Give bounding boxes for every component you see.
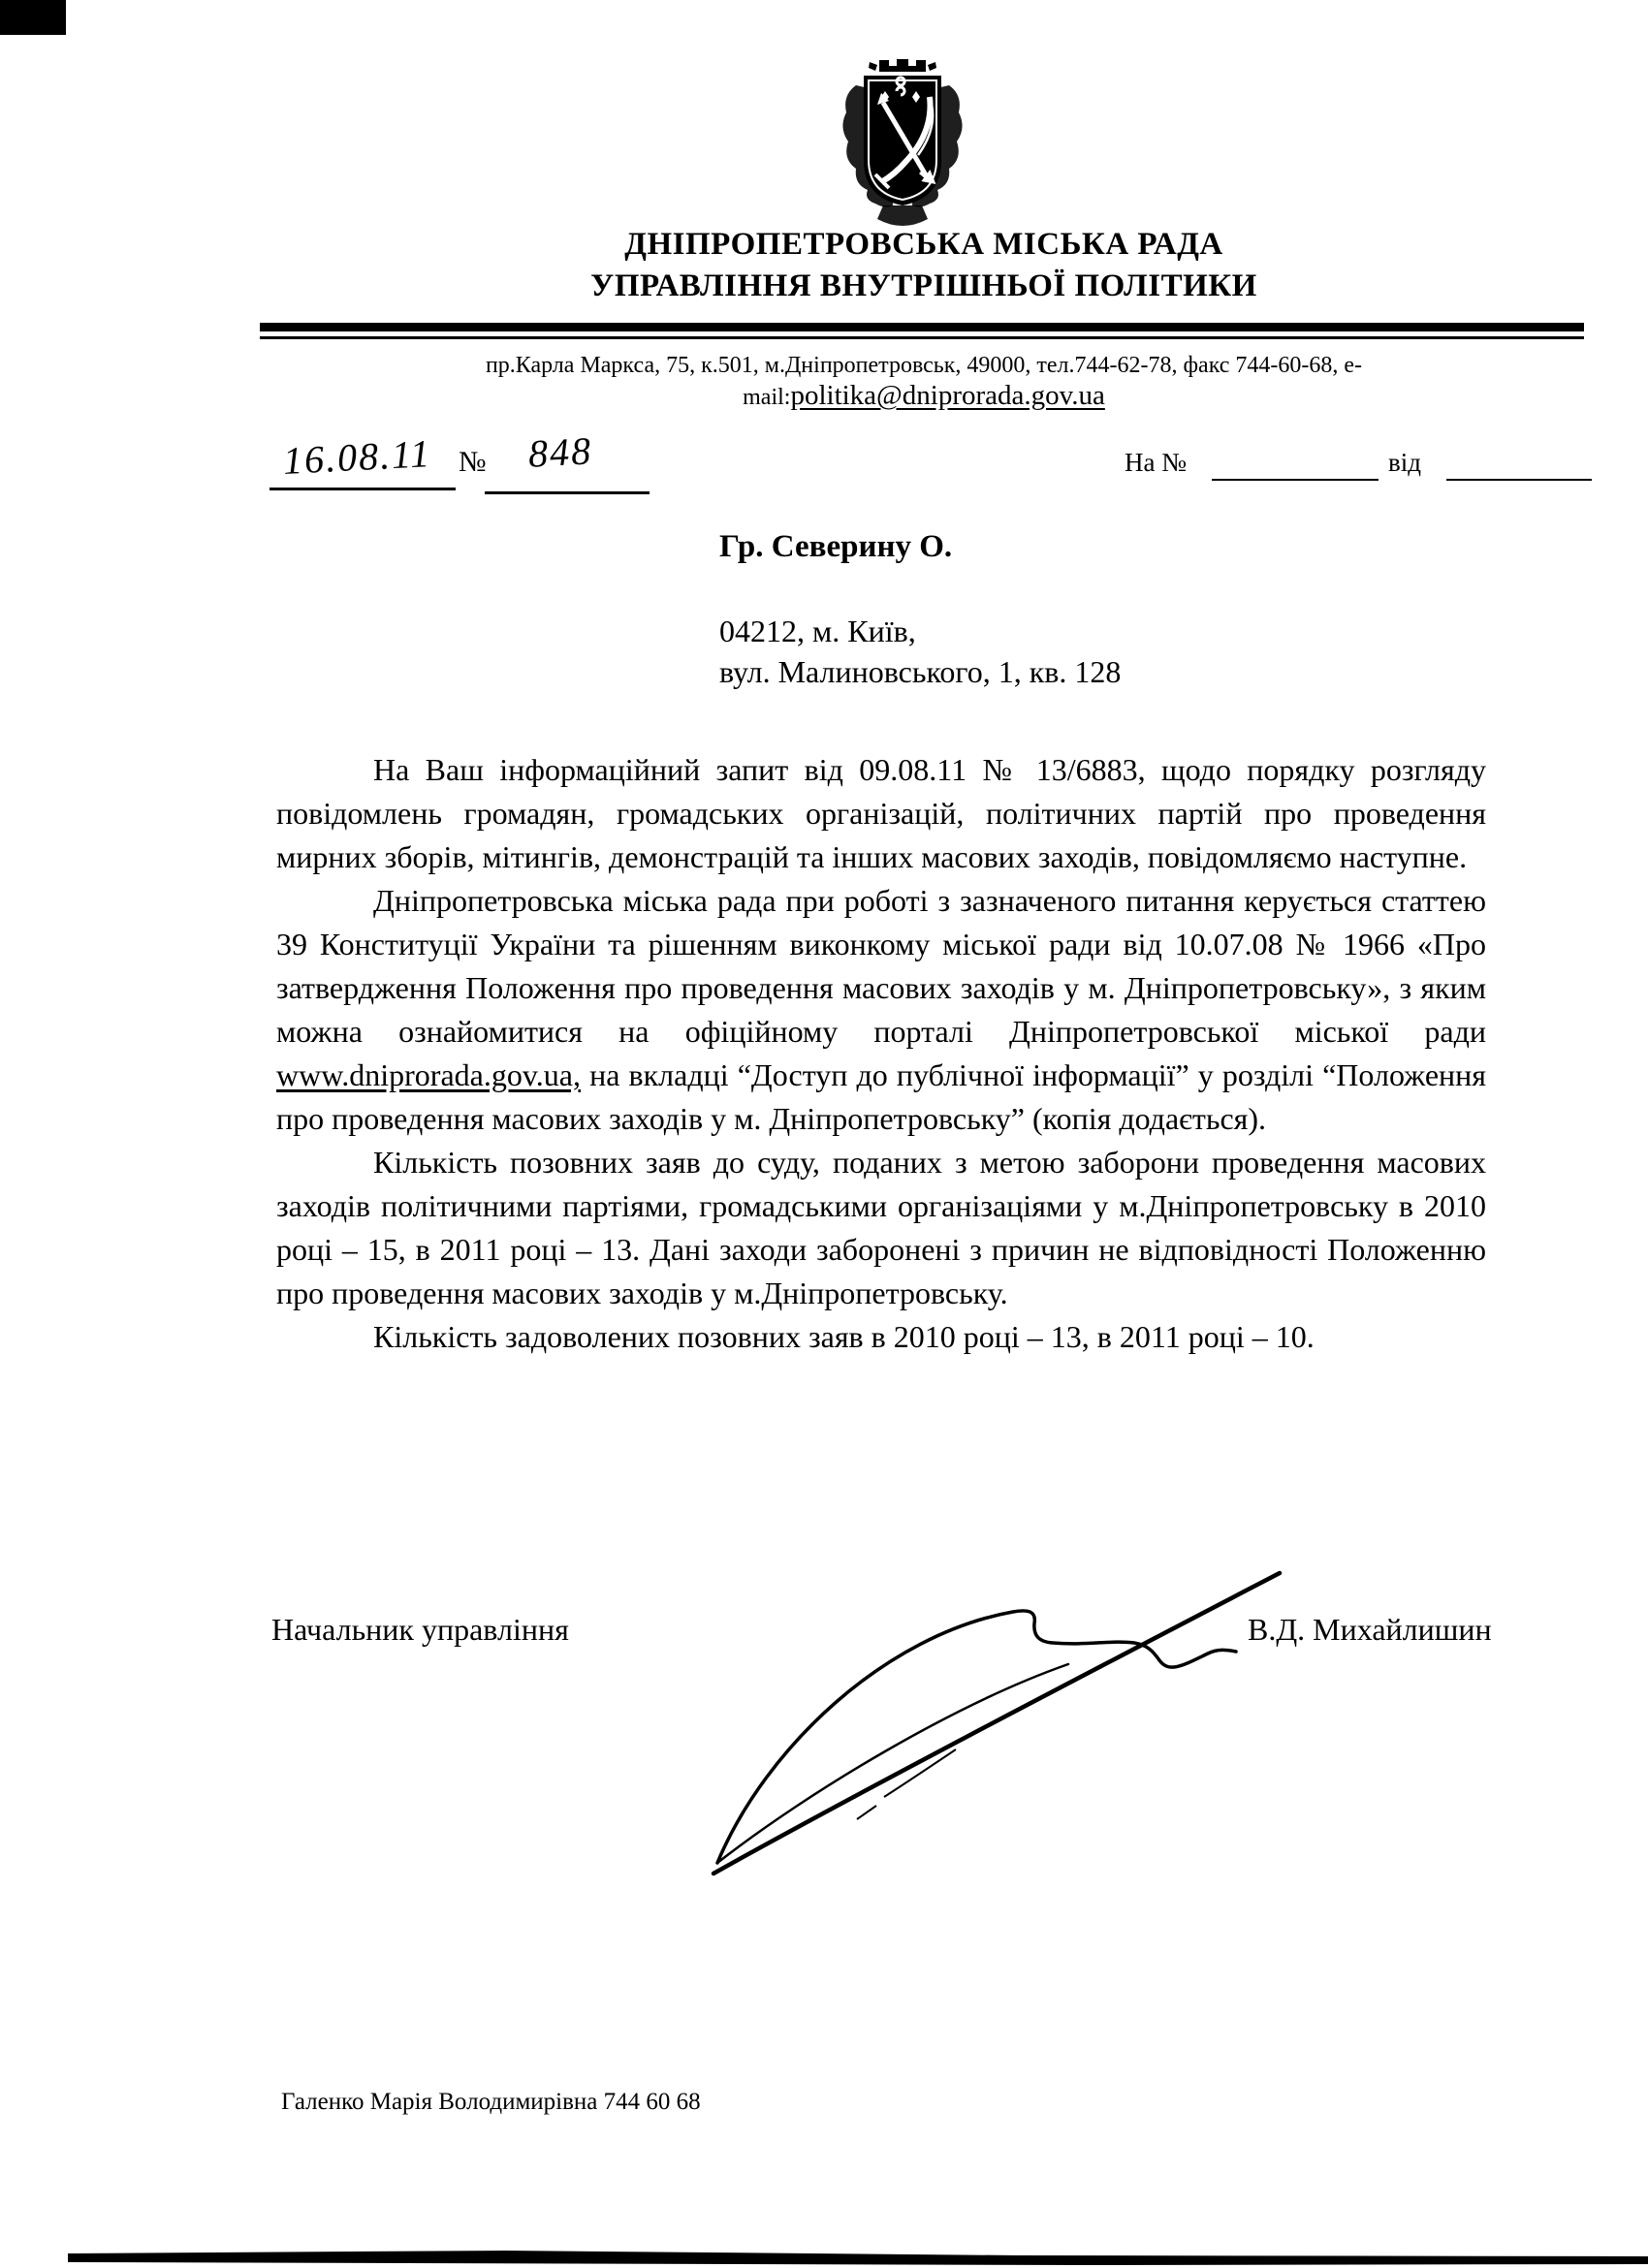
header-divider-thick: [260, 323, 1584, 331]
outgoing-number-handwritten: 848: [526, 428, 594, 476]
number-underline: [485, 491, 650, 494]
signature-stroke: [679, 1541, 1309, 1900]
outgoing-date-handwritten: 16.08.11: [281, 431, 433, 483]
recipient-address-line2: вул. Малиновського, 1, кв. 128: [719, 654, 1122, 689]
executor-contact: Галенко Марія Володимирівна 744 60 68: [281, 2089, 701, 2115]
reply-number-blank: [1212, 479, 1379, 481]
signer-position: Начальник управління: [271, 1612, 569, 1647]
org-address-line1: пр.Карла Маркса, 75, к.501, м.Дніпропетровськ, 49000, тел.744-62-78, факс 744-60-68, e-: [485, 353, 1363, 378]
reply-to-number-label: На №: [1125, 448, 1187, 477]
portal-url: www.dniprorada.gov.ua,: [276, 1057, 581, 1092]
paragraph-2-text-end: на вкладці “Доступ до публічної інформації” у розділі “Положення про проведення масових заходів у м. Дніпропетровську” (копія додається).: [276, 1057, 1486, 1136]
paragraph-3: Кількість позовних заяв до суду, поданих з метою заборони проведення масових заходів політичними партіями, громадськими організаціями у м.Дніпропетровську в 2010 році – 15, в 2011 році – 13. Дані заходи заборонені з причин не відповідності Положенню про проведення масових заходів у м.Дніпропетровську.: [276, 1145, 1486, 1310]
paragraph-2: [276, 879, 1486, 1141]
scan-artifact-bottom: [0, 2247, 1648, 2268]
org-name-line1: ДНІПРОПЕТРОВСЬКА МІСЬКА РАДА: [624, 227, 1223, 262]
scan-artifact-top-left: [0, 0, 66, 35]
org-email: politika@dniprorada.gov.ua: [790, 380, 1105, 411]
reply-date-blank: [1446, 479, 1592, 481]
header-divider-thin: [260, 336, 1584, 339]
number-sign: №: [459, 446, 487, 478]
signer-name: В.Д. Михайлишин: [1248, 1612, 1492, 1647]
email-prefix: mail:: [743, 385, 791, 410]
reply-from-label: від: [1388, 448, 1421, 477]
paragraph-2-text: Дніпропетровська міська рада при роботі з зазначеного питання керується статтею 39 Конституції України та рішенням виконкому міської ради від 10.07.08 № 1966 «Про затвердження Положення про проведення масових заходів у м. Дніпропетровську», з яким можна ознайомитися на офіційному порталі Дніпропетровської міської ради: [276, 883, 1486, 1049]
coat-of-arms-icon: [827, 56, 978, 233]
paragraph-1: На Ваш інформаційний запит від 09.08.11 № 13/6883, щодо порядку розгляду повідомлень громадян, громадських організацій, політичних партій про проведення мирних зборів, мітингів, демонстрацій та інших масових заходів, повідомляємо наступне.: [276, 752, 1486, 874]
org-address-line2: [262, 380, 1586, 412]
letter-body: [276, 748, 1486, 1359]
org-name-line2: УПРАВЛІННЯ ВНУТРІШНЬОЇ ПОЛІТИКИ: [590, 268, 1257, 303]
recipient-address-line1: 04212, м. Київ,: [719, 614, 916, 648]
recipient-name: Гр. Северину О.: [719, 529, 953, 564]
date-underline: [269, 488, 456, 490]
paragraph-4: Кількість задоволених позовних заяв в 2010 році – 13, в 2011 році – 10.: [373, 1319, 1315, 1354]
